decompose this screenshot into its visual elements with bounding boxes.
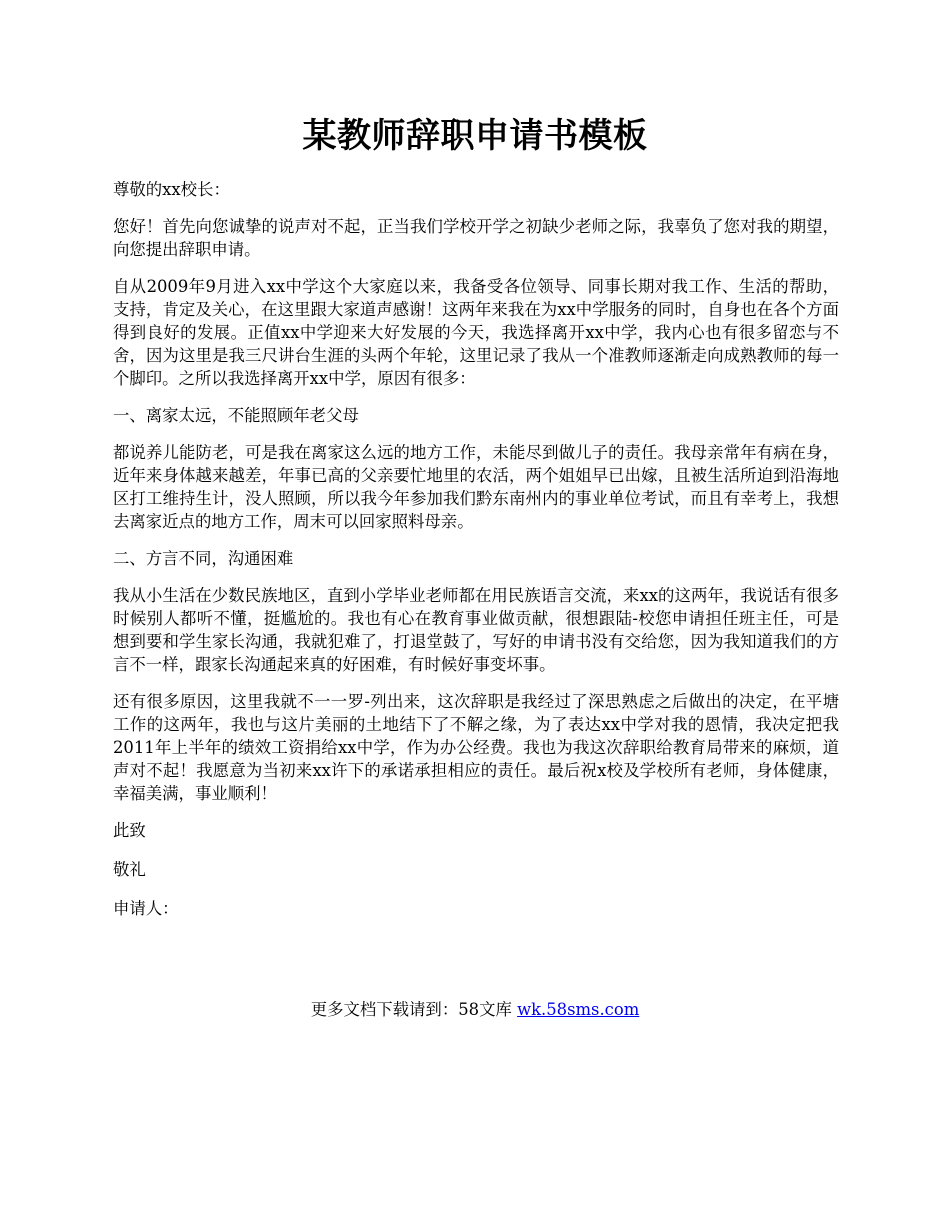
- background-paragraph: 自从2009年9月进入xx中学这个大家庭以来，我备受各位领导、同事长期对我工作、生活的帮助，支持，肯定及关心，在这里跟大家道声感谢！这两年来我在为xx中学服务的同时，自身也在各个方面得到良好的发展。正值xx中学迎来大好发展的今天，我选择离开xx中学，我内心也有很多留恋与不舍，因为这里是我三尺讲台生涯的头两个年轮，这里记录了我从一个准教师逐渐走向成熟教师的每一个脚印。之所以我选择离开xx中学，原因有很多：: [113, 277, 839, 388]
- document-body: [113, 178, 839, 936]
- closing-jingli: 敬礼: [113, 860, 146, 879]
- opening-paragraph: 您好！首先向您诚挚的说声对不起，正当我们学校开学之初缺少老师之际，我辜负了您对我的期望，向您提出辞职申请。: [113, 217, 839, 259]
- reason-one-heading: 一、离家太远，不能照顾年老父母: [113, 406, 359, 425]
- closing-paragraph: 还有很多原因，这里我就不一一罗-列出来，这次辞职是我经过了深思熟虑之后做出的决定，在平塘工作的这两年，我也与这片美丽的土地结下了不解之缘，为了表达xx中学对我的恩情，我决定把我2011年上半年的绩效工资捐给xx中学，作为办公经费。我也为我这次辞职给教育局带来的麻烦，道声对不起！我愿意为当初来xx许下的承诺承担相应的责任。最后祝x校及学校所有老师，身体健康，幸福美满，事业顺利！: [113, 692, 839, 803]
- footer-link[interactable]: wk.58sms.com: [517, 1000, 640, 1019]
- applicant-label: 申请人：: [113, 899, 179, 918]
- footer-prefix: 更多文档下载请到：58文库: [310, 1000, 512, 1019]
- salutation: 尊敬的xx校长：: [113, 180, 230, 199]
- closing-cizhi: 此致: [113, 821, 146, 840]
- document-title: 某教师辞职申请书模板: [302, 116, 648, 156]
- reason-one-paragraph: 都说养儿能防老，可是我在离家这么远的地方工作，未能尽到做儿子的责任。我母亲常年有病在身，近年来身体越来越差，年事已高的父亲要忙地里的农活，两个姐姐早已出嫁，且被生活所迫到沿海地区打工维持生计，没人照顾，所以我今年参加我们黔东南州内的事业单位考试，而且有幸考上，我想去离家近点的地方工作，周末可以回家照料母亲。: [113, 443, 839, 531]
- download-footer: [0, 998, 950, 1022]
- reason-two-paragraph: 我从小生活在少数民族地区，直到小学毕业老师都在用民族语言交流，来xx的这两年，我说话有很多时候别人都听不懂，挺尴尬的。我也有心在教育事业做贡献，很想跟陆-校您申请担任班主任，可是想到要和学生家长沟通，我就犯难了，打退堂鼓了，写好的申请书没有交给您，因为我知道我们的方言不一样，跟家长沟通起来真的好困难，有时候好事变坏事。: [113, 586, 839, 674]
- reason-two-heading: 二、方言不同，沟通困难: [113, 549, 294, 568]
